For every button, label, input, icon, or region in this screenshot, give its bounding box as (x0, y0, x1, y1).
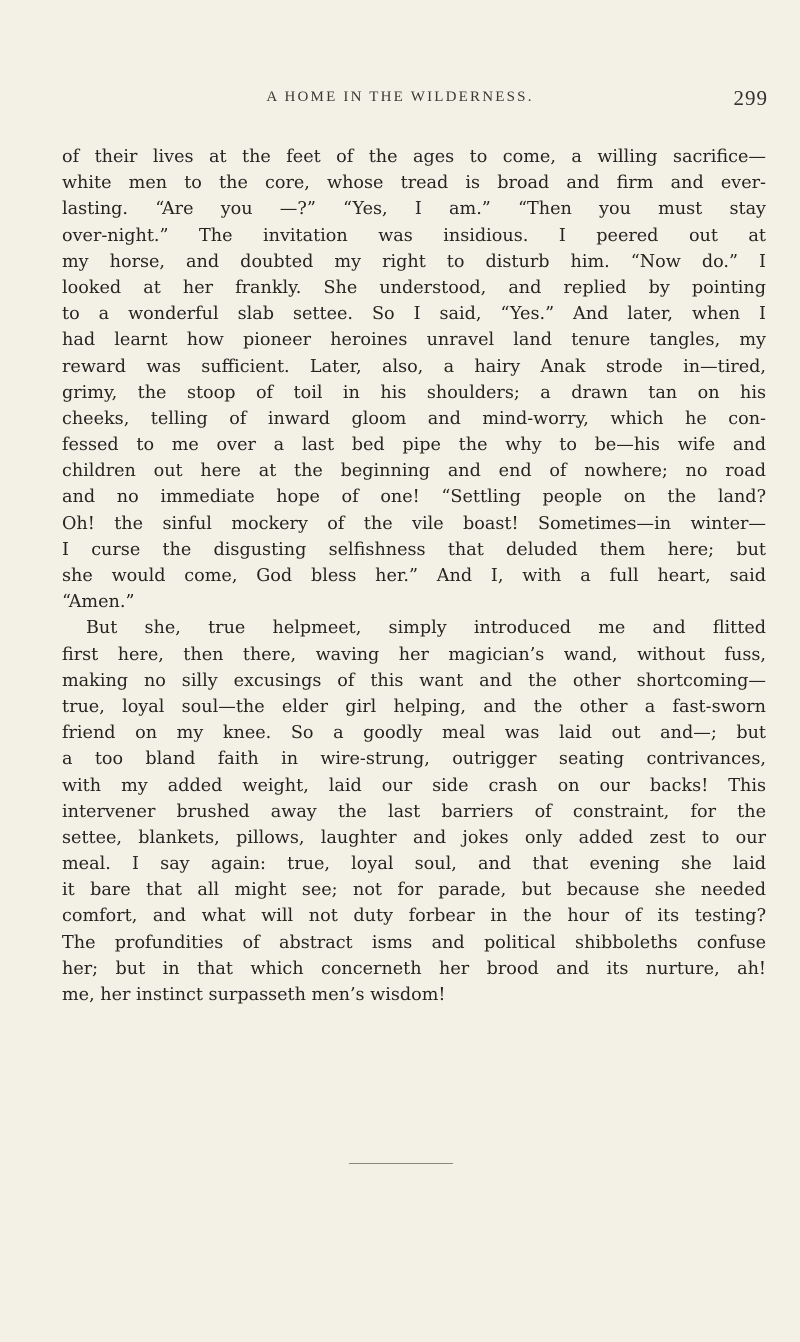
text-line: and no immediate hope of one! “Settling people on the land? (62, 487, 766, 508)
text-line: a too bland faith in wire-strung, outrigger seating contrivances, (62, 749, 766, 770)
text-line: lasting. “Are you —?” “Yes, I am.” “Then you must stay (62, 199, 766, 220)
text-line: I curse the disgusting selfishness that deluded them here; but (62, 539, 766, 560)
text-line: reward was sufficient. Later, also, a hairy Anak strode in—tired, (62, 356, 766, 377)
text-line: first here, then there, waving her magician’s wand, without fuss, (62, 644, 766, 665)
text-line: settee, blankets, pillows, laughter and jokes only added zest to our (62, 827, 766, 848)
text-line: cheeks, telling of inward gloom and mind-worry, which he con- (62, 408, 766, 429)
text-line: white men to the core, whose tread is broad and firm and ever- (62, 173, 766, 194)
text-line: of their lives at the feet of the ages to come, a willing sacrifice— (62, 147, 766, 167)
page-number: 299 (733, 86, 768, 110)
end-rule (349, 1163, 453, 1164)
text-line: her; but in that which concerneth her brood and its nurture, ah! (62, 958, 766, 979)
text-line: me, her instinct surpasseth men’s wisdom! (62, 985, 446, 1005)
text-line: Oh! the sinful mockery of the vile boast! Sometimes—in winter— (62, 513, 766, 534)
running-title: A HOME IN THE WILDERNESS. (266, 89, 534, 105)
paragraph-2 (62, 615, 766, 1008)
text-line: looked at her frankly. She understood, and replied by pointing (62, 277, 766, 298)
text-line: to a wonderful slab settee. So I said, “Yes.” And later, when I (62, 304, 766, 325)
text-line: grimy, the stoop of toil in his shoulders; a drawn tan on his (62, 382, 766, 403)
paragraph-1 (62, 144, 766, 615)
body-text (62, 144, 766, 1008)
text-line: comfort, and what will not duty forbear in the hour of its testing? (62, 906, 766, 927)
text-line: children out here at the beginning and end of nowhere; no road (62, 461, 766, 482)
text-line: fessed to me over a last bed pipe the why to be—his wife and (62, 435, 766, 456)
text-line: intervener brushed away the last barriers of constraint, for the (62, 801, 766, 822)
text-line: “Amen.” (62, 592, 135, 613)
text-line: making no silly excusings of this want and the other shortcoming— (62, 670, 766, 691)
text-line: The profundities of abstract isms and political shibboleths confuse (62, 932, 766, 953)
running-head (0, 86, 800, 116)
text-line: friend on my knee. So a goodly meal was laid out and—; but (62, 723, 766, 744)
text-line: had learnt how pioneer heroines unravel land tenure tangles, my (62, 330, 766, 351)
text-line: over-night.” The invitation was insidious. I peered out at (62, 225, 766, 246)
text-line: true, loyal soul—the elder girl helping, and the other a fast-sworn (62, 696, 766, 717)
text-line: But she, true helpmeet, simply introduced me and flitted (86, 618, 766, 639)
text-line: my horse, and doubted my right to disturb him. “Now do.” I (62, 251, 766, 272)
text-line: she would come, God bless her.” And I, with a full heart, said (62, 566, 766, 586)
text-line: it bare that all might see; not for parade, but because she needed (62, 880, 766, 901)
text-line: meal. I say again: true, loyal soul, and that evening she laid (62, 854, 766, 875)
text-line: with my added weight, laid our side crash on our backs! This (62, 775, 766, 796)
